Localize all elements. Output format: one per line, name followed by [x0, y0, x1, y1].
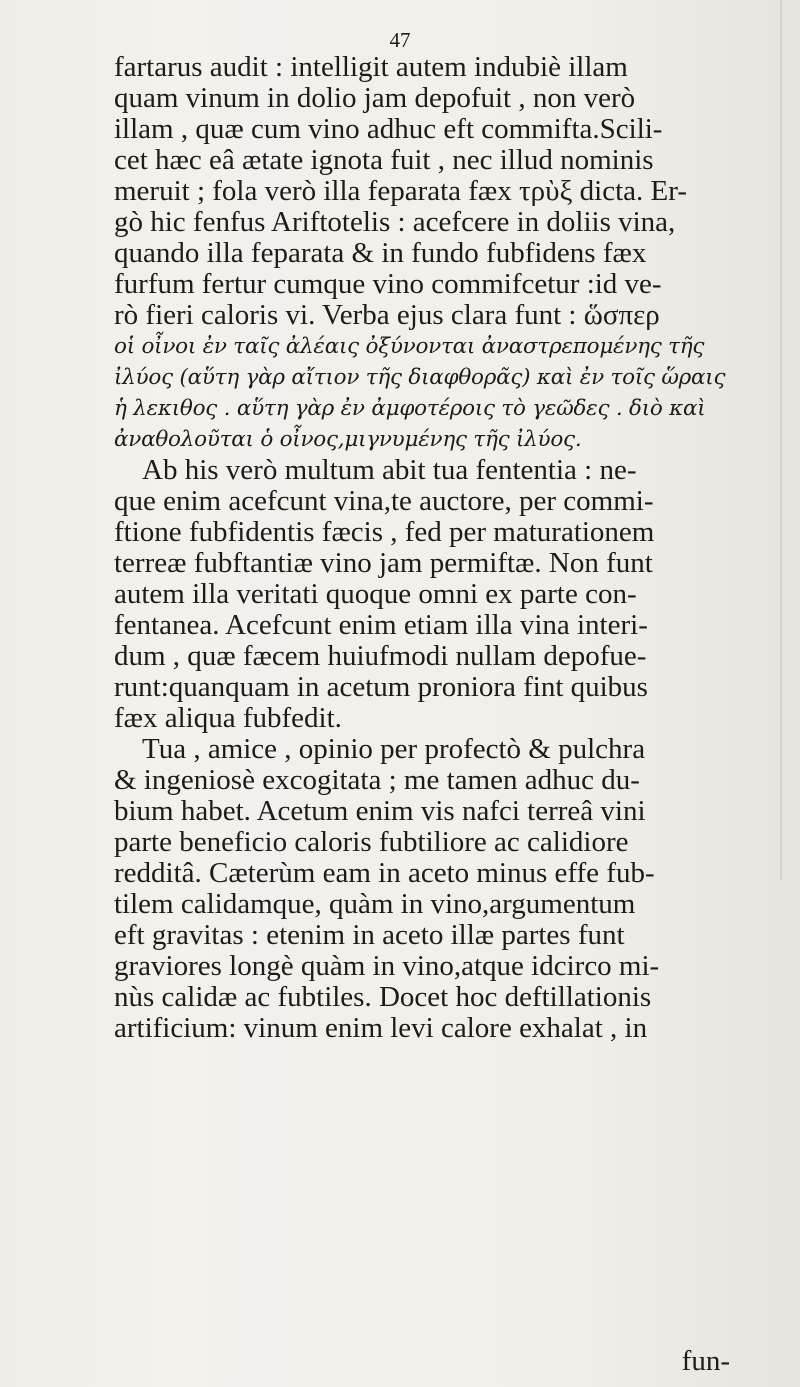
text-line: tilem calidamque, quàm in vino,argumentum	[114, 888, 636, 920]
text-line: parte beneficio caloris fubtiliore ac calidiore	[114, 826, 629, 858]
text-line: illam , quæ cum vino adhuc eft commifta.Scili-	[114, 113, 663, 145]
text-line: furfum fertur cumque vino commifcetur :id ve-	[114, 268, 662, 300]
text-line: fæx aliqua fubfedit.	[114, 702, 342, 734]
catchword: fun-	[681, 1345, 730, 1377]
greek-text-line: ἰλύος (αὕτη γὰρ αἴτιον τῆς διαφθορᾶς) καὶ ἐν τοῖς ὥραις	[114, 365, 726, 390]
text-line: que enim acefcunt vina,te auctore, per commi-	[114, 485, 654, 517]
text-line: quam vinum in dolio jam depofuit , non verò	[114, 82, 636, 114]
greek-text-line: ἀναθολοῦται ὁ οἶνος,μιγνυμένης τῆς ἰλύος.	[114, 427, 582, 452]
text-line: nùs calidæ ac fubtiles. Docet hoc deftillationis	[114, 981, 652, 1013]
text-line: eft gravitas : etenim in aceto illæ partes funt	[114, 919, 625, 951]
text-line: graviores longè quàm in vino,atque idcirco mi-	[114, 950, 660, 982]
body-text	[114, 52, 776, 1044]
text-line: & ingeniosè excogitata ; me tamen adhuc du-	[114, 764, 640, 796]
text-line: rò fieri caloris vi. Verba ejus clara funt : ὥσπερ	[114, 299, 660, 331]
text-line: dum , quæ fæcem huiufmodi nullam depofue-	[114, 640, 647, 672]
text-line: autem illa veritati quoque omni ex parte con-	[114, 578, 637, 610]
text-line: artificium: vinum enim levi calore exhalat , in	[114, 1012, 648, 1044]
text-line: meruit ; fola verò illa feparata fæx τρὺξ dicta. Er-	[114, 175, 687, 207]
greek-text-line: οἱ οἶνοι ἐν ταῖς ἀλέαις ὀξύνονται ἀναστρεπομένης τῆς	[114, 334, 705, 359]
page-number: 47	[389, 28, 411, 52]
paragraph-start-line: Tua , amice , opinio per profectò & pulchra	[142, 733, 646, 765]
text-line: terreæ fubftantiæ vino jam permiftæ. Non funt	[114, 547, 653, 579]
text-line: cet hæc eâ ætate ignota fuit , nec illud nominis	[114, 144, 654, 176]
text-line: gò hic fenfus Ariftotelis : acefcere in doliis vina,	[114, 206, 676, 238]
text-line: fentanea. Acefcunt enim etiam illa vina interi-	[114, 609, 648, 641]
paragraph-start-line: Ab his verò multum abit tua fententia : ne-	[142, 454, 637, 486]
text-line: bium habet. Acetum enim vis nafci terreâ vini	[114, 795, 646, 827]
text-line: redditâ. Cæterùm eam in aceto minus effe fub-	[114, 857, 655, 889]
text-line: fartarus audit : intelligit autem indubiè illam	[114, 51, 628, 83]
page-edge-shadow	[780, 0, 782, 880]
greek-text-line: ἡ λεκιθος . αὕτη γὰρ ἐν ἀμφοτέροις τὸ γεῶδες . διὸ καὶ	[114, 396, 706, 421]
text-line: quando illa feparata & in fundo fubfidens fæx	[114, 237, 647, 269]
text-line: runt:quanquam in acetum proniora fint quibus	[114, 671, 648, 703]
text-line: ftione fubfidentis fæcis , fed per maturationem	[114, 516, 655, 548]
